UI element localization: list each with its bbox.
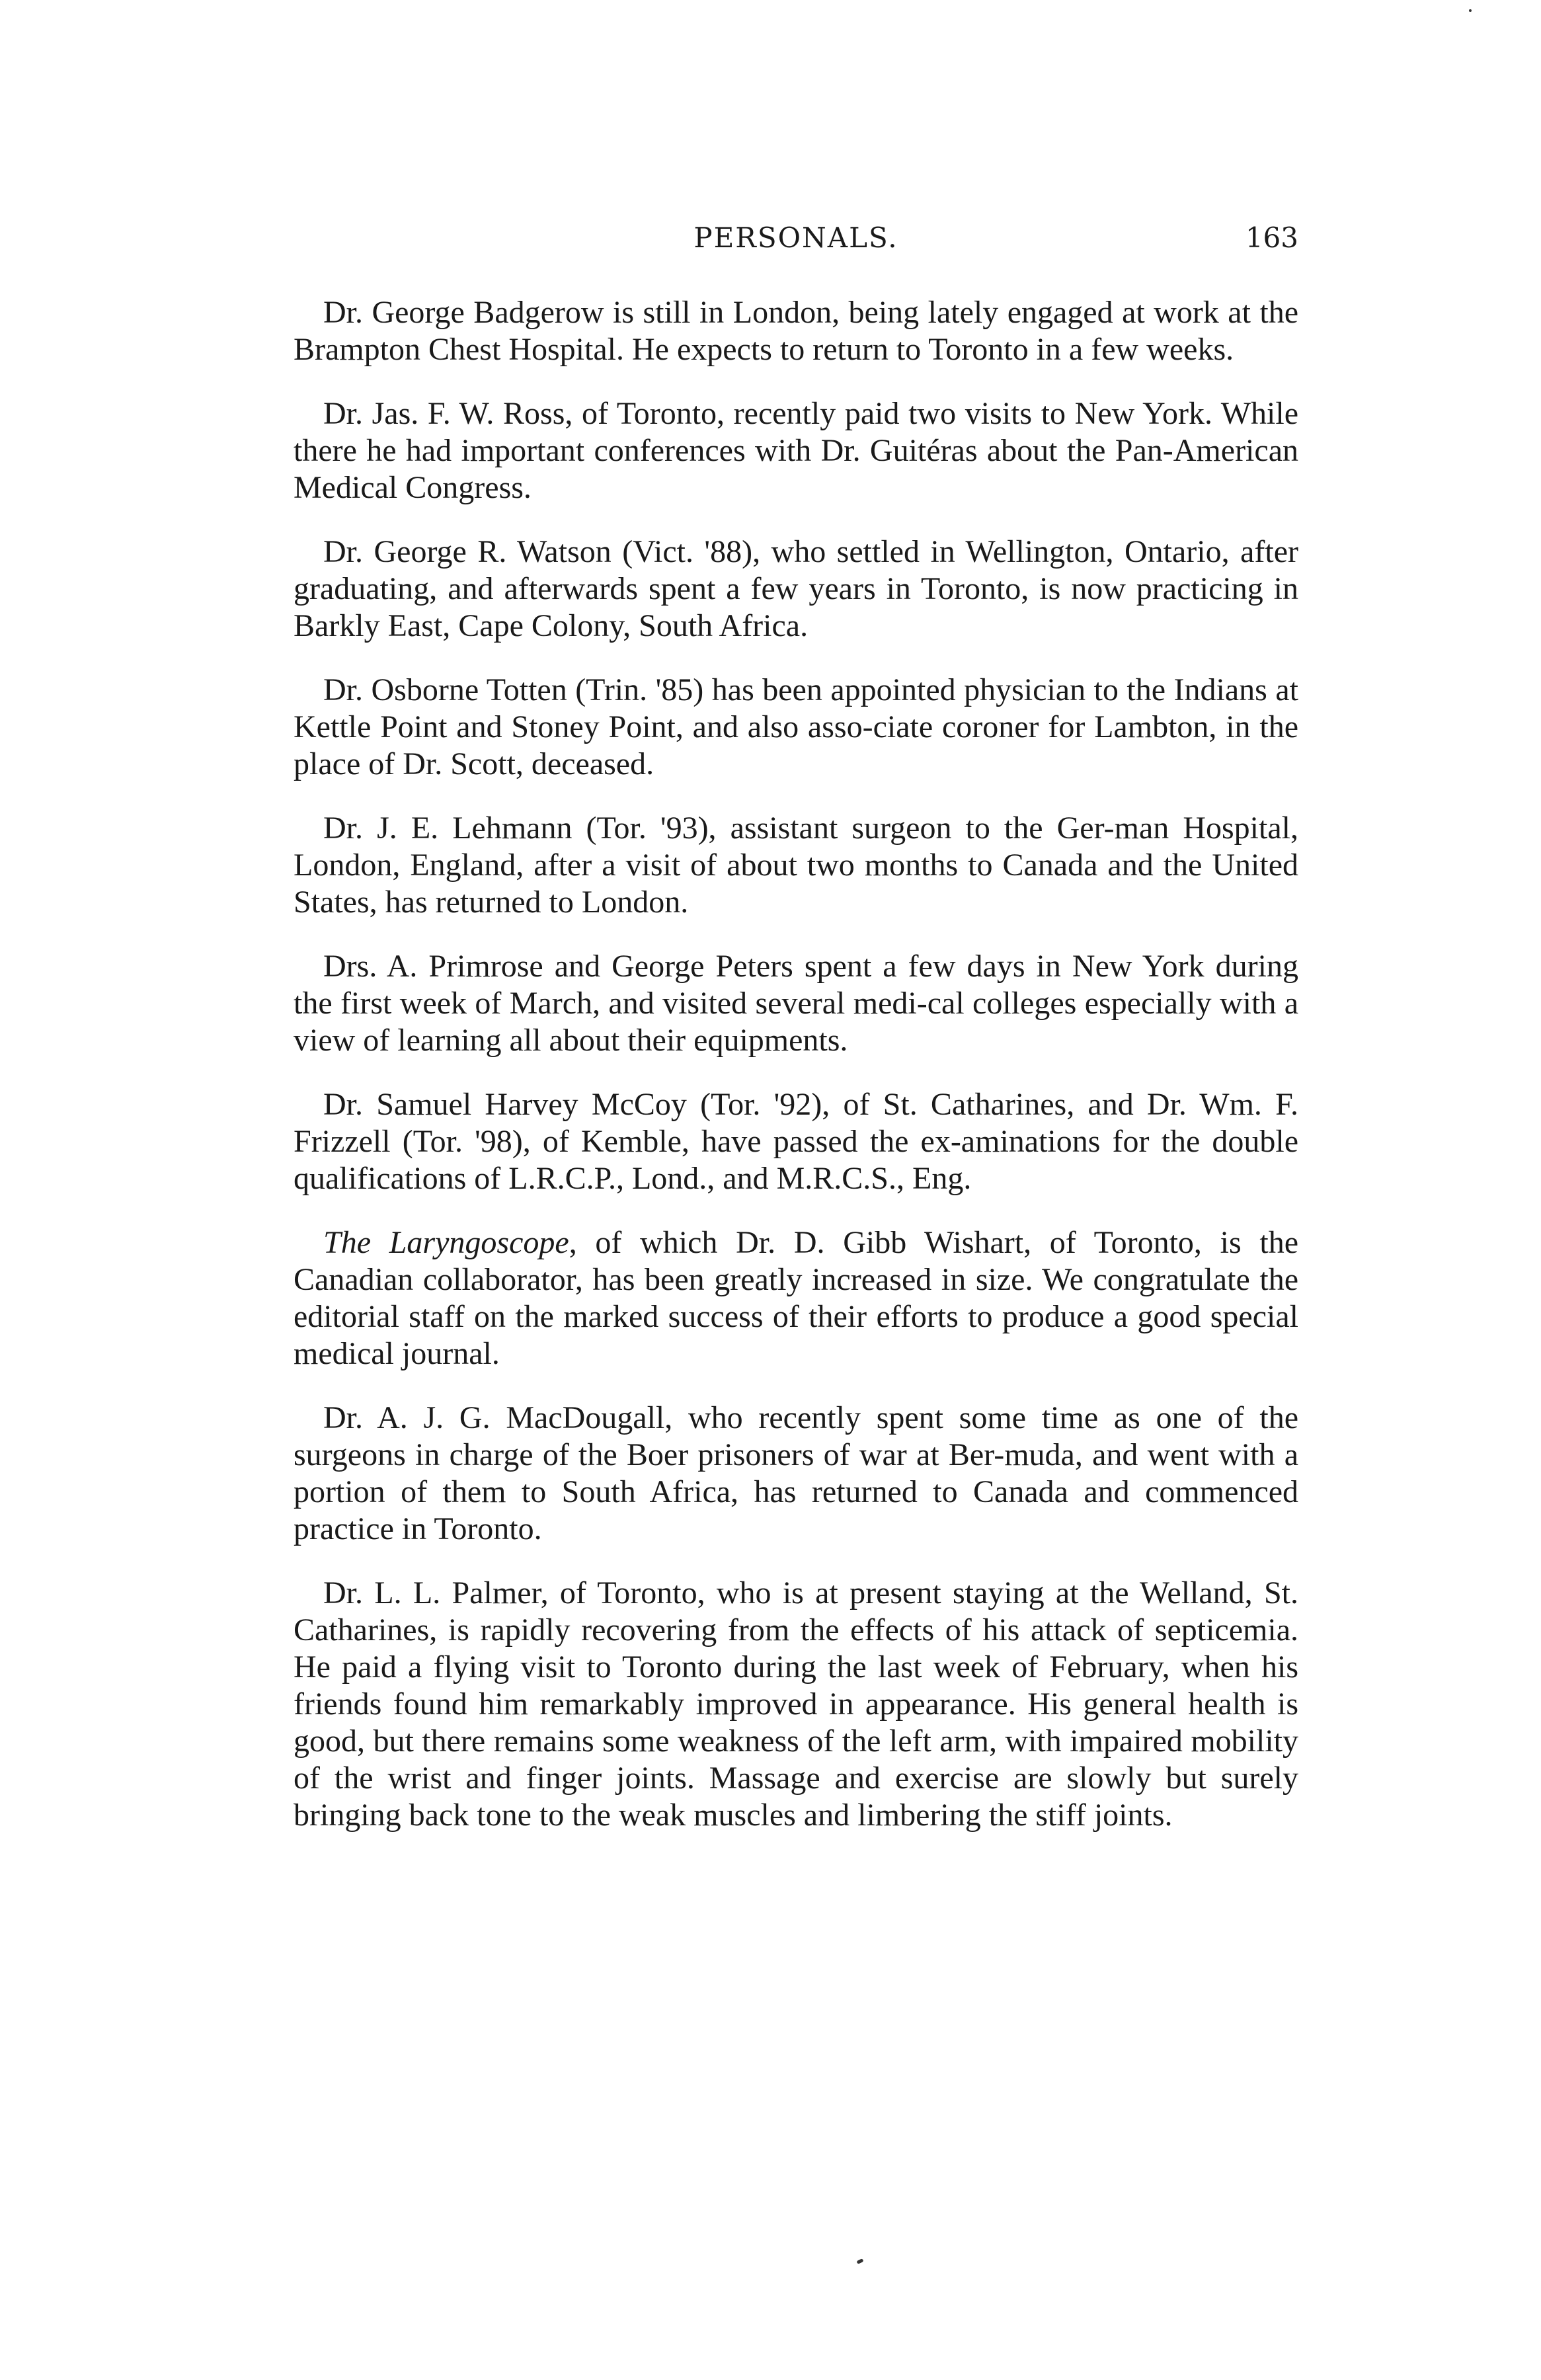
journal-title: The Laryngoscope <box>323 1225 569 1260</box>
ink-speck <box>856 2258 863 2264</box>
paragraph-text: Dr. Osborne Totten (Trin. '85) has been appointed physician to the Indians at Kettle Point and Stoney Point, and also asso-ciate coroner for Lambton, in the place of Dr. Scott, deceased. <box>294 672 1298 781</box>
paragraph-mccoy-frizzell <box>294 1086 1298 1197</box>
paragraph-lehmann <box>294 810 1298 921</box>
paragraph-text: Dr. A. J. G. MacDougall, who recently spent some time as one of the surgeons in charge of the Boer prisoners of war at Ber-muda, and went with a portion of them to South Africa, has returned to Canada and commenced practice in Toronto. <box>294 1400 1298 1546</box>
paragraph-totten <box>294 672 1298 783</box>
paragraph-text: Dr. George Badgerow is still in London, being lately engaged at work at the Brampton Chest Hospital. He expects to return to Toronto in a few weeks. <box>294 295 1298 367</box>
paragraph-text: Dr. George R. Watson (Vict. '88), who settled in Wellington, Ontario, after graduating, and afterwards spent a few years in Toronto, is now practicing in Barkly East, Cape Colony, South Africa. <box>294 534 1298 643</box>
ink-speck <box>1469 9 1472 12</box>
paragraph-text: Dr. Samuel Harvey McCoy (Tor. '92), of St. Catharines, and Dr. Wm. F. Frizzell (Tor. '98), of Kemble, have passed the ex-aminations for the double qualifications of L.R.C.P., Lond., and M.R.C.S., Eng. <box>294 1087 1298 1196</box>
paragraph-ross <box>294 395 1298 506</box>
paragraph-text: Dr. Jas. F. W. Ross, of Toronto, recently paid two visits to New York. While there he had important conferences with Dr. Guitéras about the Pan-American Medical Congress. <box>294 396 1298 505</box>
running-head <box>294 221 1298 268</box>
paragraph-text: , of which Dr. D. Gibb Wishart, of Toronto, is the Canadian collaborator, has been greatly increased in size. We congratulate the editorial staff on the marked success of their efforts to produce a good special medical journal. <box>294 1225 1299 1371</box>
paragraph-text: Dr. J. E. Lehmann (Tor. '93), assistant surgeon to the Ger-man Hospital, London, England, after a visit of about two months to Canada and the United States, has returned to London. <box>294 811 1298 920</box>
paragraph-laryngoscope <box>294 1224 1298 1372</box>
paragraph-macdougall <box>294 1400 1298 1548</box>
page-number: 163 <box>1245 221 1298 254</box>
running-title: PERSONALS. <box>693 221 898 254</box>
paragraph-badgerow <box>294 294 1298 368</box>
paragraph-text: Drs. A. Primrose and George Peters spent a few days in New York during the first week of March, and visited several medi-cal colleges especially with a view of learning all about their equipments. <box>294 949 1298 1058</box>
paragraph-primrose-peters <box>294 948 1298 1059</box>
paragraph-watson <box>294 534 1298 645</box>
paragraph-palmer <box>294 1575 1298 1834</box>
paragraph-text: Dr. L. L. Palmer, of Toronto, who is at present staying at the Welland, St. Catharines, is rapidly recovering from the effects of his attack of septicemia. He paid a flying visit to Toronto during the last week of February, when his friends found him remarkably improved in appearance. His general health is good, but there remains some weakness of the left arm, with impaired mobility of the wrist and finger joints. Massage and exercise are slowly but surely bringing back tone to the weak muscles and limbering the stiff joints. <box>294 1575 1298 1833</box>
article-body <box>294 294 1298 1861</box>
